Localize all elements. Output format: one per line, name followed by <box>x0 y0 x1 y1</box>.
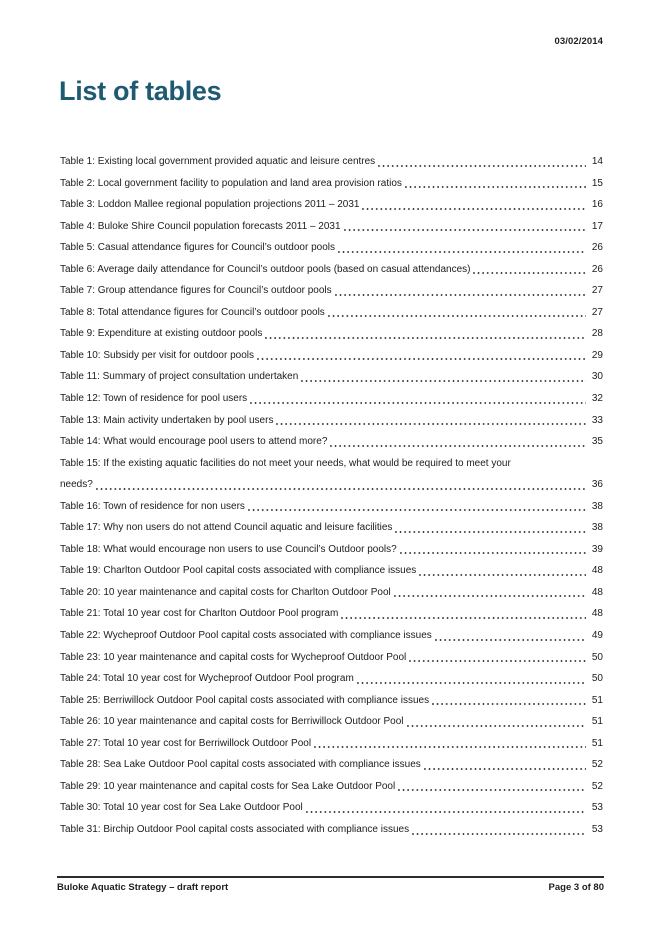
dotted-leader <box>412 833 586 835</box>
toc-entry-label: Table 10: Subsidy per visit for outdoor pools <box>60 349 254 361</box>
toc-entry-label: Table 20: 10 year maintenance and capital costs for Charlton Outdoor Pool <box>60 586 391 598</box>
toc-entry-page: 29 <box>591 349 603 361</box>
toc-entry <box>60 560 603 582</box>
toc-entry-page: 14 <box>591 156 603 167</box>
toc-entry <box>60 280 603 302</box>
toc-entry-label: Table 2: Local government facility to population and land area provision ratios <box>60 177 402 189</box>
dotted-leader <box>357 682 586 684</box>
toc-entry-label: Table 13: Main activity undertaken by pool users <box>60 414 274 426</box>
toc-entry-label: Table 22: Wycheproof Outdoor Pool capital costs associated with compliance issues <box>60 630 432 642</box>
toc-entry-label: Table 4: Buloke Shire Council population forecasts 2011 – 2031 <box>60 220 341 232</box>
toc-entry-page: 48 <box>591 565 603 577</box>
dotted-leader <box>362 208 586 210</box>
toc-entry-label: Table 5: Casual attendance figures for Council’s outdoor pools <box>60 242 335 254</box>
footer-page-number: Page 3 of 80 <box>548 882 604 893</box>
dotted-leader <box>419 574 586 576</box>
toc-entry-page: 27 <box>591 285 603 297</box>
toc-entry-label: Table 8: Total attendance figures for Council’s outdoor pools <box>60 306 325 318</box>
dotted-leader <box>96 488 586 490</box>
toc-entry-label: Table 11: Summary of project consultation undertaken <box>60 371 299 383</box>
toc-entry: Table 15: If the existing aquatic facilities do not meet your needs, what would be required to meet your <box>60 457 511 469</box>
toc-entry <box>60 345 603 367</box>
toc-entry-page: 51 <box>591 694 603 706</box>
dotted-leader <box>432 703 586 705</box>
toc-entry-label: Table 9: Expenditure at existing outdoor pools <box>60 328 263 340</box>
dotted-leader <box>276 423 586 425</box>
dotted-leader <box>330 445 586 447</box>
dotted-leader <box>314 746 586 748</box>
toc-entry-page: 49 <box>591 630 603 642</box>
toc-entry-label: Table 25: Berriwillock Outdoor Pool capital costs associated with compliance issues <box>60 694 430 706</box>
toc-entry <box>60 302 603 324</box>
toc-entry-page: 33 <box>591 414 603 426</box>
toc-entry <box>60 259 603 281</box>
toc-entry-label: Table 6: Average daily attendance for Council’s outdoor pools (based on casual attendances) <box>60 263 471 275</box>
toc-entry <box>60 647 603 669</box>
toc-entry <box>60 216 603 238</box>
toc-entry-page: 17 <box>591 220 603 232</box>
dotted-leader <box>398 789 586 791</box>
toc-entry-label: Table 14: What would encourage pool users to attend more? <box>60 436 328 448</box>
toc-entry <box>60 711 603 733</box>
toc-entry <box>60 151 603 173</box>
toc-entry <box>60 173 603 195</box>
toc-entry-label: Table 23: 10 year maintenance and capital costs for Wycheproof Outdoor Pool <box>60 651 407 663</box>
toc-entry-label: Table 24: Total 10 year cost for Wycheproof Outdoor Pool program <box>60 673 354 685</box>
toc-entry-label: Table 29: 10 year maintenance and capital costs for Sea Lake Outdoor Pool <box>60 780 396 792</box>
toc-entry-page: 15 <box>591 177 603 189</box>
dotted-leader <box>405 186 586 188</box>
dotted-leader <box>344 229 586 231</box>
toc-entry-label: Table 21: Total 10 year cost for Charlton Outdoor Pool program <box>60 608 339 620</box>
toc-entry <box>60 496 603 518</box>
toc-entry-page: 35 <box>591 436 603 448</box>
dotted-leader <box>248 509 586 511</box>
toc-entry <box>60 194 603 216</box>
toc-entry-page: 38 <box>591 522 603 534</box>
toc-entry-label: Table 17: Why non users do not attend Council aquatic and leisure facilities <box>60 522 393 534</box>
toc-entry <box>60 237 603 259</box>
dotted-leader <box>338 251 586 253</box>
toc-entry-label: Table 18: What would encourage non users to use Council’s Outdoor pools? <box>60 543 397 555</box>
toc-entry-page: 16 <box>591 199 603 211</box>
dotted-leader <box>407 725 586 727</box>
toc-entry-page: 26 <box>591 242 603 254</box>
toc-entry-page: 52 <box>591 759 603 771</box>
toc-entry <box>60 797 603 819</box>
toc-entry-page: 53 <box>591 823 603 835</box>
dotted-leader <box>341 617 586 619</box>
toc-entry-label: Table 16: Town of residence for non users <box>60 500 245 512</box>
dotted-leader <box>409 660 586 662</box>
toc-entry <box>60 668 603 690</box>
toc-entry <box>60 539 603 561</box>
dotted-leader <box>328 315 586 317</box>
toc-entry-page: 27 <box>591 306 603 318</box>
toc-entry-label: Table 1: Existing local government provided aquatic and leisure centres <box>60 156 376 167</box>
toc-entry <box>60 776 603 798</box>
toc-entry-page: 48 <box>591 608 603 620</box>
toc-entry <box>60 410 603 432</box>
header-date: 03/02/2014 <box>554 36 603 47</box>
toc-entry-page: 32 <box>591 393 603 405</box>
toc-entry-page: 39 <box>591 543 603 555</box>
toc-entry-page: 38 <box>591 500 603 512</box>
toc-entry-label: Table 3: Loddon Mallee regional population projections 2011 – 2031 <box>60 199 360 211</box>
dotted-leader <box>435 639 586 641</box>
toc-entry <box>60 754 603 776</box>
dotted-leader <box>394 595 586 597</box>
dotted-leader <box>335 294 586 296</box>
toc-entry <box>60 431 603 453</box>
page-title: List of tables <box>59 76 222 106</box>
dotted-leader <box>250 402 586 404</box>
dotted-leader <box>424 768 586 770</box>
dotted-leader <box>301 380 586 382</box>
list-of-tables <box>60 151 603 841</box>
page-footer <box>57 876 604 893</box>
dotted-leader <box>378 165 586 167</box>
toc-entry-page: 26 <box>591 263 603 275</box>
toc-entry-label: Table 31: Birchip Outdoor Pool capital costs associated with compliance issues <box>60 823 410 835</box>
toc-entry-page: 51 <box>591 737 603 749</box>
toc-entry-label: Table 12: Town of residence for pool users <box>60 393 248 405</box>
toc-entry-label: Table 28: Sea Lake Outdoor Pool capital costs associated with compliance issues <box>60 759 421 771</box>
dotted-leader <box>265 337 586 339</box>
toc-entry-label: Table 27: Total 10 year cost for Berriwillock Outdoor Pool <box>60 737 312 749</box>
dotted-leader <box>257 358 586 360</box>
toc-entry-page: 50 <box>591 651 603 663</box>
toc-entry <box>60 819 603 841</box>
dotted-leader <box>473 272 586 274</box>
toc-entry <box>60 388 603 410</box>
toc-entry-label: Table 26: 10 year maintenance and capital costs for Berriwillock Outdoor Pool <box>60 716 404 728</box>
toc-entry <box>60 733 603 755</box>
footer-report-title: Buloke Aquatic Strategy – draft report <box>57 882 229 893</box>
toc-entry-continuation <box>60 474 603 496</box>
toc-entry-label: Table 19: Charlton Outdoor Pool capital costs associated with compliance issues <box>60 565 417 577</box>
dotted-leader <box>395 531 586 533</box>
toc-entry-page: 36 <box>591 479 603 491</box>
toc-entry-label: needs? <box>60 479 93 491</box>
toc-entry-page: 53 <box>591 802 603 814</box>
toc-entry-page: 30 <box>591 371 603 383</box>
toc-entry <box>60 582 603 604</box>
toc-entry <box>60 366 603 388</box>
toc-entry-page: 52 <box>591 780 603 792</box>
toc-entry <box>60 625 603 647</box>
toc-entry-label: Table 30: Total 10 year cost for Sea Lake Outdoor Pool <box>60 802 303 814</box>
toc-entry-page: 48 <box>591 586 603 598</box>
toc-entry-page: 50 <box>591 673 603 685</box>
toc-entry-label: Table 7: Group attendance figures for Council’s outdoor pools <box>60 285 332 297</box>
dotted-leader <box>400 552 586 554</box>
toc-entry-page: 28 <box>591 328 603 340</box>
toc-entry <box>60 690 603 712</box>
toc-entry <box>60 323 603 345</box>
toc-entry <box>60 517 603 539</box>
toc-entry-page: 51 <box>591 716 603 728</box>
dotted-leader <box>306 811 586 813</box>
toc-entry <box>60 603 603 625</box>
